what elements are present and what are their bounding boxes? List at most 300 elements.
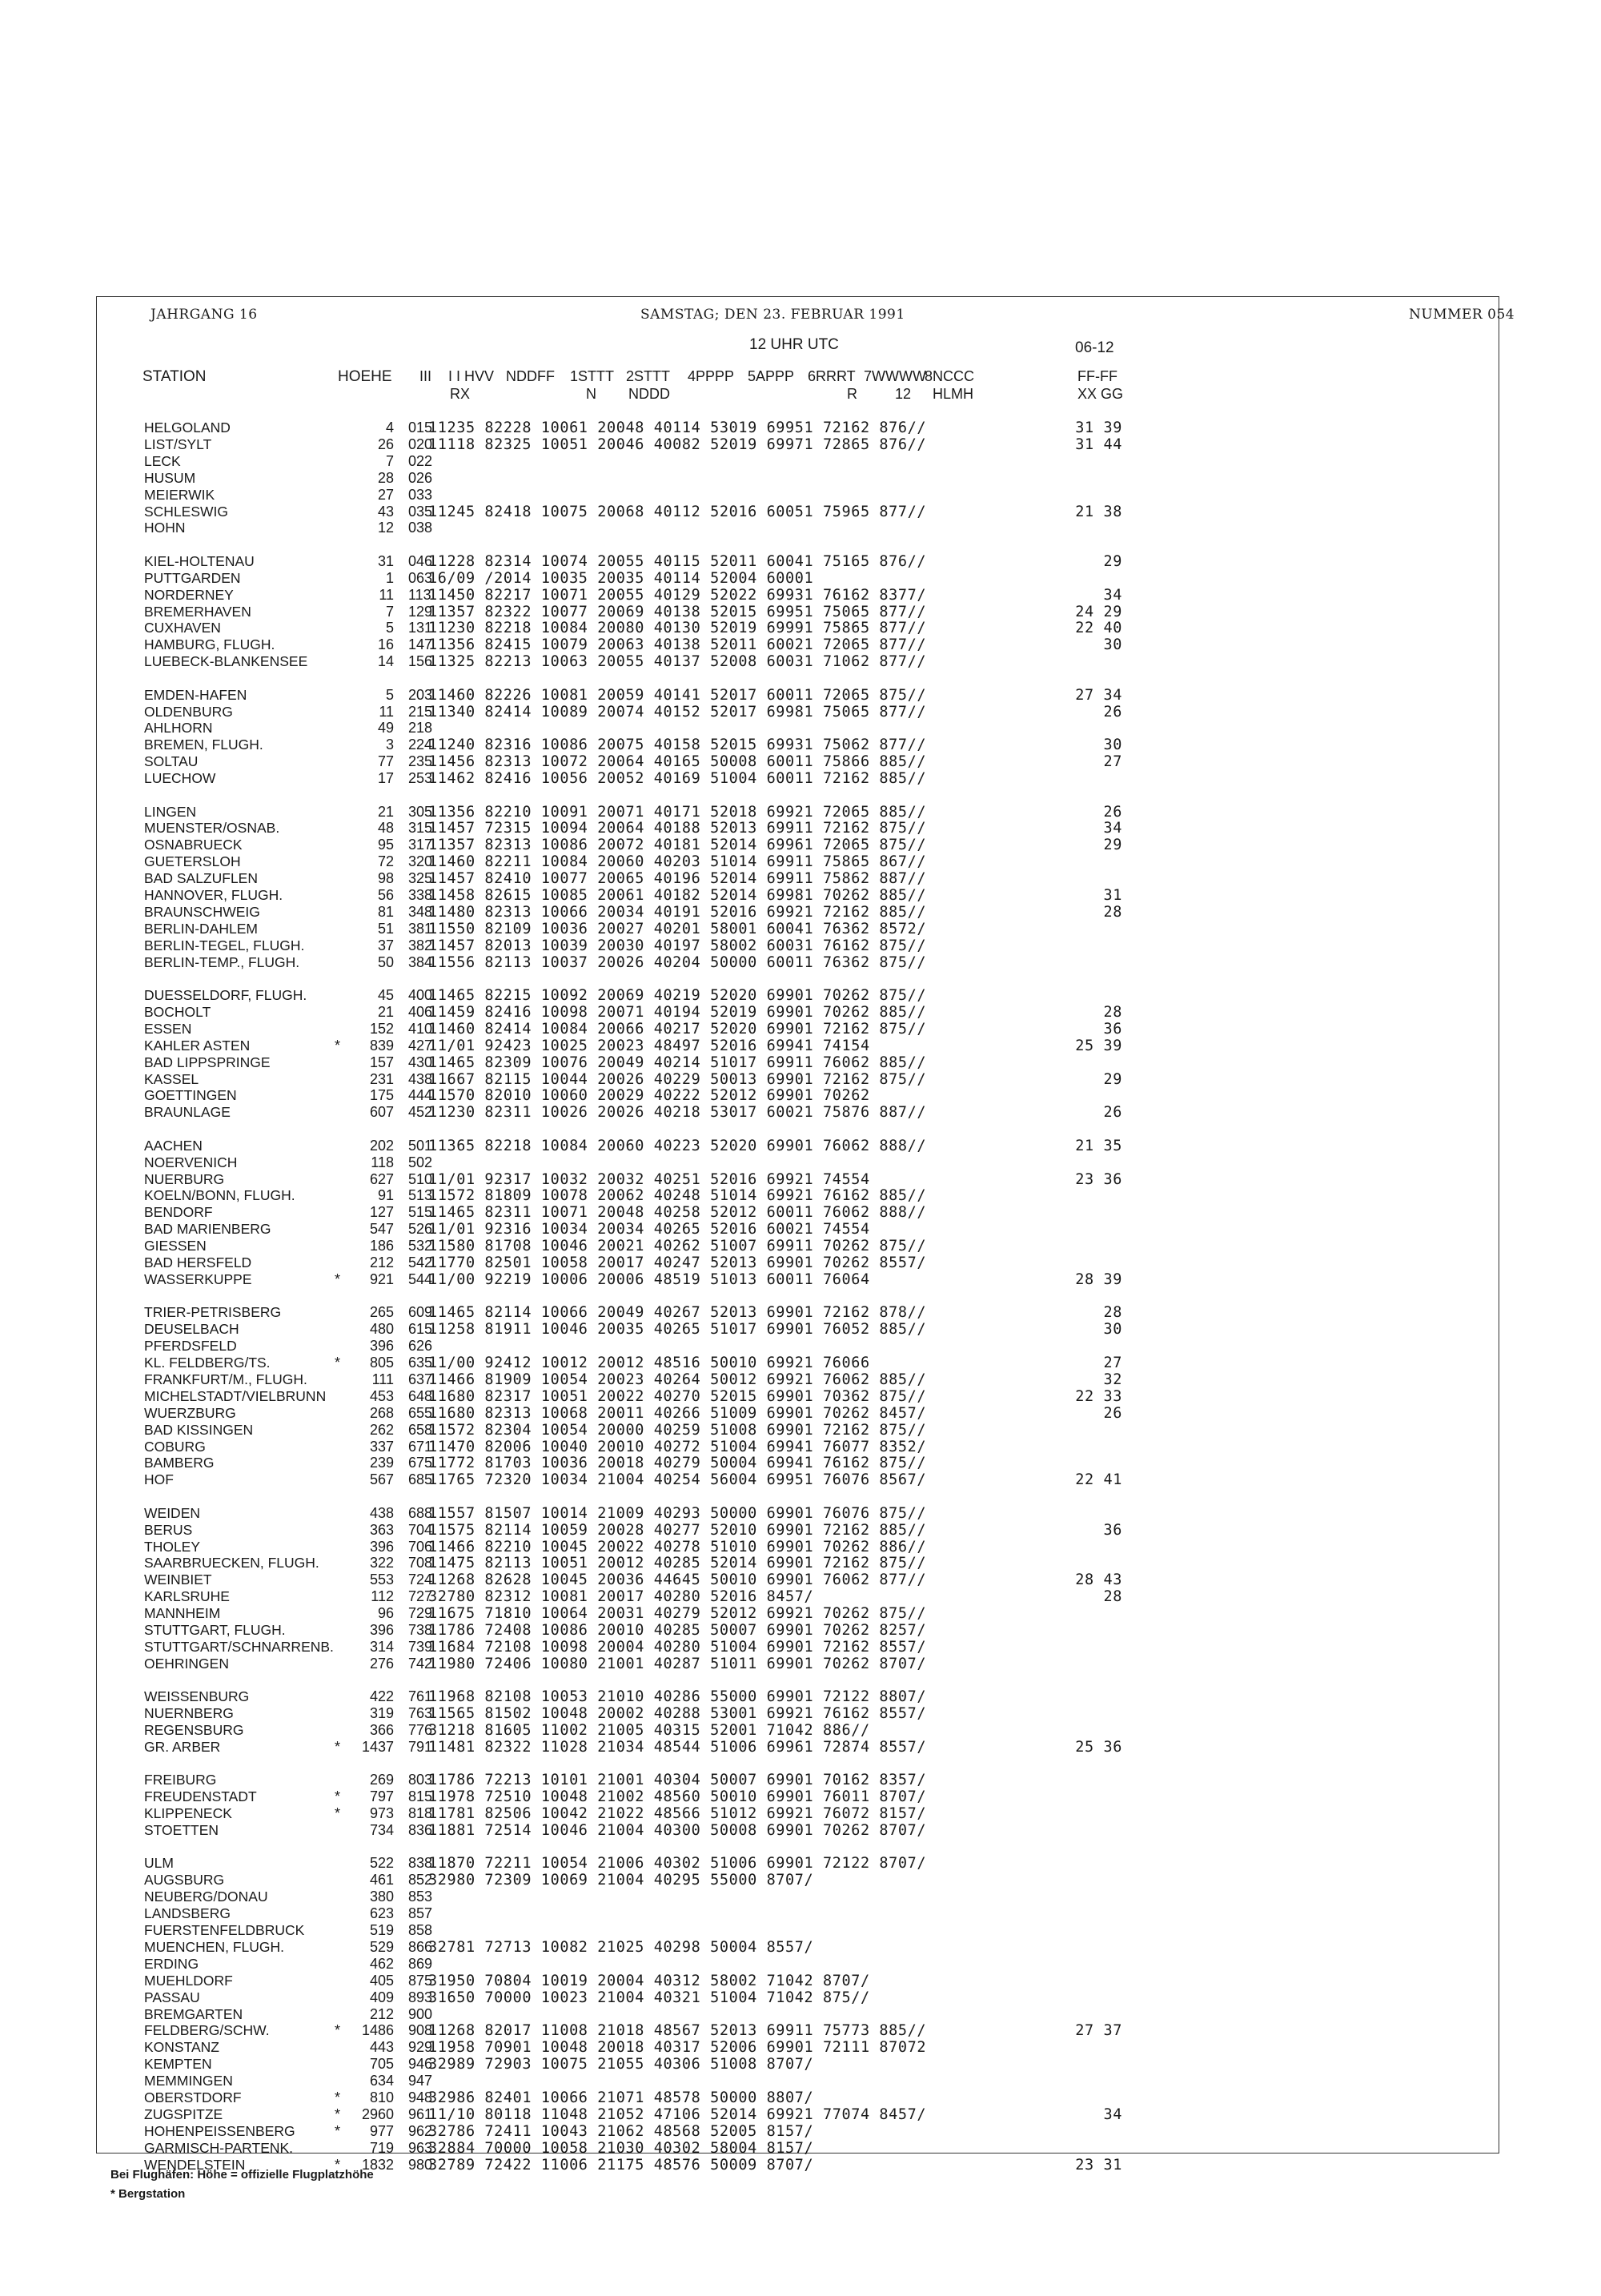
table-row <box>0 1104 1601 1121</box>
station-number: 866 <box>408 1938 433 1955</box>
station-number: 727 <box>408 1588 433 1605</box>
table-row <box>0 770 1601 787</box>
station-height: 453 <box>369 1387 394 1404</box>
table-row <box>0 1905 1601 1922</box>
station-number: 738 <box>408 1622 433 1638</box>
station-name: CUXHAVEN <box>144 620 221 636</box>
station-height: 231 <box>369 1070 394 1087</box>
station-number: 708 <box>408 1555 433 1571</box>
station-height: 462 <box>369 1955 394 1972</box>
station-number: 648 <box>408 1387 433 1404</box>
station-height: 973 <box>369 1805 394 1822</box>
station-height: 921 <box>369 1270 394 1287</box>
station-name: KL. FELDBERG/TS. <box>144 1355 271 1371</box>
station-number: 724 <box>408 1571 433 1588</box>
synop-groups: 11357 82322 10077 20069 40138 52015 69951 75065 877// <box>428 603 927 620</box>
station-name: WASSERKUPPE <box>144 1270 252 1287</box>
station-height: 37 <box>377 937 394 953</box>
table-row <box>0 2039 1601 2056</box>
station-number: 729 <box>408 1605 433 1622</box>
station-name: OBERSTDORF <box>144 2089 242 2105</box>
station-height: 409 <box>369 1989 394 2005</box>
synop-groups: 31650 70000 10023 21004 40321 51004 71042 875// <box>428 1989 870 2006</box>
table-row <box>0 1989 1601 2006</box>
station-name: GR. ARBER <box>144 1738 221 1755</box>
mountain-marker: * <box>335 2122 341 2139</box>
station-number: 526 <box>408 1221 433 1238</box>
synop-groups: 32989 72903 10075 21055 40306 51008 8707/ <box>428 2056 814 2073</box>
station-number: 609 <box>408 1304 433 1321</box>
station-name: THOLEY <box>144 1538 201 1555</box>
mountain-marker: * <box>335 1788 341 1805</box>
table-row <box>0 1338 1601 1355</box>
synop-groups: 11465 82311 10071 20048 40258 52012 60011 76062 888// <box>428 1204 927 1222</box>
table-row <box>0 2140 1601 2157</box>
station-name: PFERDSFELD <box>144 1338 237 1355</box>
station-height: 443 <box>369 2039 394 2056</box>
station-number: 317 <box>408 837 433 853</box>
table-row <box>0 1505 1601 1522</box>
station-height: 2960 <box>361 2105 394 2122</box>
table-row <box>0 1321 1601 1338</box>
station-number: 961 <box>408 2105 433 2122</box>
station-height: 111 <box>371 1371 394 1387</box>
station-number: 962 <box>408 2122 433 2139</box>
synop-groups: 31218 81605 11002 21005 40315 52001 71042 886// <box>428 1722 870 1739</box>
station-height: 547 <box>369 1221 394 1238</box>
station-height: 839 <box>369 1037 394 1054</box>
station-name: BAD LIPPSPRINGE <box>144 1054 271 1070</box>
col-hoehe: HOEHE <box>338 368 392 385</box>
synop-groups: 11470 82006 10040 20010 40272 51004 69941 76077 8352/ <box>428 1438 927 1455</box>
station-number: 129 <box>408 603 433 620</box>
wind-gust: 28 39 <box>1075 1270 1122 1288</box>
table-row <box>0 1054 1601 1071</box>
synop-groups: 11968 82108 10053 21010 40286 55000 69901 72122 8807/ <box>428 1688 927 1706</box>
station-name: WUERZBURG <box>144 1404 236 1421</box>
table-row <box>0 1004 1601 1021</box>
station-number: 869 <box>408 1955 433 1972</box>
station-name: ULM <box>144 1855 174 1872</box>
table-row <box>0 837 1601 853</box>
station-number: 022 <box>408 452 433 469</box>
station-number: 791 <box>408 1738 433 1755</box>
table-row <box>0 1221 1601 1238</box>
synop-groups: 11466 81909 10054 20023 40264 50012 69921 76062 885// <box>428 1371 927 1388</box>
synop-groups: 32884 70000 10058 21030 40302 58004 8157/ <box>428 2139 814 2157</box>
station-height: 366 <box>369 1722 394 1738</box>
station-name: AUGSBURG <box>144 1872 225 1889</box>
col-7wwww: 7WWWW <box>864 368 926 384</box>
station-height: 5 <box>385 620 394 636</box>
station-number: 020 <box>408 436 433 452</box>
station-number: 852 <box>408 1872 433 1889</box>
station-height: 719 <box>369 2139 394 2156</box>
table-row <box>0 1087 1601 1104</box>
station-name: BRAUNSCHWEIG <box>144 903 260 920</box>
synop-groups: 11/01 92423 10025 20023 48497 52016 69941 74154 <box>428 1037 870 1054</box>
synop-groups: 11268 82628 10045 20036 44645 50010 69901 76062 877// <box>428 1571 927 1589</box>
wind-gust: 36 <box>1103 1020 1122 1038</box>
station-name: KASSEL <box>144 1070 199 1087</box>
station-name: OEHRINGEN <box>144 1655 229 1672</box>
synop-groups: 11365 82218 10084 20060 40223 52020 69901 76062 888// <box>428 1137 927 1154</box>
col-iii: III <box>419 368 432 384</box>
station-height: 49 <box>377 720 394 737</box>
station-height: 268 <box>369 1404 394 1421</box>
table-row <box>0 1688 1601 1705</box>
station-height: 269 <box>369 1772 394 1788</box>
station-name: NUERNBERG <box>144 1705 234 1722</box>
table-row <box>0 1171 1601 1188</box>
station-name: BREMERHAVEN <box>144 603 251 620</box>
station-number: 704 <box>408 1521 433 1538</box>
table-row <box>0 436 1601 453</box>
station-height: 529 <box>369 1938 394 1955</box>
station-name: MEIERWIK <box>144 486 215 503</box>
synop-groups: 11881 72514 10046 21004 40300 50008 69901 70262 8707/ <box>428 1822 927 1839</box>
synop-groups: 11781 82506 10042 21022 48566 51012 69921 76072 8157/ <box>428 1805 927 1823</box>
station-name: HAMBURG, FLUGH. <box>144 636 275 653</box>
station-name: BAD MARIENBERG <box>144 1221 271 1238</box>
station-number: 131 <box>408 620 433 636</box>
table-row <box>0 2106 1601 2123</box>
table-row <box>0 1388 1601 1405</box>
table-row <box>0 620 1601 636</box>
station-name: DUESSELDORF, FLUGH. <box>144 987 307 1003</box>
synop-groups: 11465 82114 10066 20049 40267 52013 69901 72162 878// <box>428 1304 927 1322</box>
station-number: 929 <box>408 2039 433 2056</box>
wind-gust: 29 <box>1103 552 1122 570</box>
station-number: 626 <box>408 1338 433 1355</box>
table-row <box>0 1539 1601 1555</box>
station-height: 51 <box>377 920 394 937</box>
station-height: 112 <box>371 1588 394 1605</box>
synop-groups: 11457 82013 10039 20030 40197 58002 60031 76162 875// <box>428 937 927 954</box>
station-name: OSNABRUECK <box>144 837 243 853</box>
table-row <box>0 1772 1601 1788</box>
table-row <box>0 1872 1601 1889</box>
station-height: 175 <box>369 1087 394 1104</box>
station-name: BAD KISSINGEN <box>144 1421 254 1438</box>
station-number: 038 <box>408 520 433 536</box>
station-number: 803 <box>408 1772 433 1788</box>
station-name: AHLHORN <box>144 720 213 737</box>
table-row <box>0 737 1601 753</box>
station-number: 818 <box>408 1805 433 1822</box>
table-row <box>0 987 1601 1004</box>
table-row <box>0 1355 1601 1371</box>
wind-gust: 30 <box>1103 1321 1122 1339</box>
station-height: 553 <box>369 1571 394 1588</box>
station-height: 438 <box>369 1504 394 1521</box>
table-row <box>0 853 1601 870</box>
station-number: 513 <box>408 1187 433 1204</box>
station-name: NORDERNEY <box>144 586 234 603</box>
station-height: 396 <box>369 1622 394 1638</box>
table-row <box>0 504 1601 520</box>
synop-groups: 11465 82309 10076 20049 40214 51017 69911 76062 885// <box>428 1054 927 1071</box>
station-name: DEUSELBACH <box>144 1321 239 1338</box>
table-row <box>0 1422 1601 1439</box>
station-number: 315 <box>408 820 433 837</box>
synop-groups: 11770 82501 10058 20017 40247 52013 69901 70262 8557/ <box>428 1254 927 1271</box>
wind-gust: 21 38 <box>1075 503 1122 520</box>
table-row <box>0 1154 1601 1171</box>
station-number: 615 <box>408 1321 433 1338</box>
station-height: 98 <box>377 870 394 887</box>
wind-gust: 31 39 <box>1075 419 1122 436</box>
station-number: 688 <box>408 1504 433 1521</box>
station-height: 337 <box>369 1438 394 1455</box>
station-name: FRANKFURT/M., FLUGH. <box>144 1371 307 1387</box>
station-height: 7 <box>385 452 394 469</box>
station-number: 305 <box>408 803 433 820</box>
station-height: 28 <box>377 469 394 486</box>
station-height: 265 <box>369 1304 394 1321</box>
station-number: 532 <box>408 1238 433 1254</box>
station-height: 212 <box>369 1254 394 1270</box>
station-number: 739 <box>408 1638 433 1655</box>
station-height: 31 <box>377 552 394 569</box>
synop-groups: 11480 82313 10066 20034 40191 52016 69921 72162 885// <box>428 903 927 921</box>
table-row <box>0 1922 1601 1939</box>
station-number: 763 <box>408 1705 433 1722</box>
station-name: AACHEN <box>144 1137 203 1154</box>
synop-groups: 11228 82314 10074 20055 40115 52011 60041 75165 876// <box>428 552 927 570</box>
table-row <box>0 1405 1601 1422</box>
station-number: 685 <box>408 1471 433 1488</box>
station-height: 314 <box>369 1638 394 1655</box>
synop-groups: 11870 72211 10054 21006 40302 51006 69901 72122 8707/ <box>428 1855 927 1873</box>
station-number: 671 <box>408 1438 433 1455</box>
table-row <box>0 2006 1601 2023</box>
table-row <box>0 1271 1601 1288</box>
station-height: 45 <box>377 987 394 1003</box>
station-number: 542 <box>408 1254 433 1270</box>
synop-groups: 11325 82213 10063 20055 40137 52008 60031 71062 877// <box>428 653 927 671</box>
wind-gust: 28 <box>1103 1003 1122 1021</box>
table-row <box>0 1656 1601 1672</box>
table-row <box>0 453 1601 470</box>
mountain-marker: * <box>335 2156 341 2173</box>
station-height: 7 <box>385 603 394 620</box>
wind-gust: 30 <box>1103 737 1122 754</box>
table-row <box>0 954 1601 971</box>
station-number: 026 <box>408 469 433 486</box>
station-name: EMDEN-HAFEN <box>144 686 247 703</box>
station-name: BERLIN-TEMP., FLUGH. <box>144 953 300 970</box>
station-number: 893 <box>408 1989 433 2005</box>
station-number: 836 <box>408 1822 433 1838</box>
synop-groups: 31950 70804 10019 20004 40312 58002 71042 8707/ <box>428 1972 870 1989</box>
station-name: REGENSBURG <box>144 1722 244 1738</box>
synop-groups: 11230 82218 10084 20080 40130 52019 69991 75865 877// <box>428 620 927 637</box>
station-name: LIST/SYLT <box>144 436 212 452</box>
station-name: KLIPPENECK <box>144 1805 232 1822</box>
table-row <box>0 1588 1601 1605</box>
station-name: KARLSRUHE <box>144 1588 230 1605</box>
station-number: 857 <box>408 1905 433 1922</box>
synop-groups: 11465 82215 10092 20069 40219 52020 69901 70262 875// <box>428 987 927 1004</box>
table-row <box>0 587 1601 604</box>
table-row <box>0 2123 1601 2140</box>
col-2sttt-sub: NDDD <box>628 386 670 402</box>
station-number: 381 <box>408 920 433 937</box>
table-row <box>0 1522 1601 1539</box>
station-number: 637 <box>408 1371 433 1387</box>
station-name: GUETERSLOH <box>144 853 241 870</box>
wind-gust: 26 <box>1103 1404 1122 1422</box>
table-row <box>0 419 1601 436</box>
station-height: 567 <box>369 1471 394 1488</box>
table-row <box>0 1021 1601 1038</box>
station-name: MUEHLDORF <box>144 1972 233 1989</box>
table-row <box>0 1571 1601 1588</box>
station-height: 623 <box>369 1905 394 1922</box>
synop-groups: 32789 72422 11006 21175 48576 50009 8707/ <box>428 2156 814 2174</box>
station-number: 400 <box>408 987 433 1003</box>
station-height: 48 <box>377 820 394 837</box>
station-name: LUEBECK-BLANKENSEE <box>144 653 308 670</box>
wind-gust: 22 33 <box>1075 1387 1122 1405</box>
station-name: BAMBERG <box>144 1455 215 1471</box>
synop-groups: 32780 82312 10081 20017 40280 52016 8457/ <box>428 1588 814 1606</box>
station-number: 427 <box>408 1037 433 1054</box>
col-station: STATION <box>142 368 207 385</box>
synop-groups: 11230 82311 10026 20026 40218 53017 60021 75876 887// <box>428 1104 927 1122</box>
wind-gust: 23 36 <box>1075 1170 1122 1188</box>
footnotes <box>110 2166 374 2204</box>
station-number: 776 <box>408 1722 433 1738</box>
table-row <box>0 604 1601 620</box>
synop-groups: 11460 82211 10084 20060 40203 51014 69911 75865 867// <box>428 853 927 871</box>
wind-gust: 27 <box>1103 1355 1122 1371</box>
station-name: GOETTINGEN <box>144 1087 237 1104</box>
period-label: 06-12 <box>1075 339 1114 356</box>
station-name: BERUS <box>144 1521 193 1538</box>
synop-groups: 11475 82113 10051 20012 40285 52014 69901 72162 875// <box>428 1555 927 1572</box>
col-8nccc-sub: HLMH <box>933 386 974 402</box>
table-row <box>0 1788 1601 1805</box>
table-row <box>0 470 1601 487</box>
station-name: GARMISCH-PARTENK. <box>144 2139 294 2156</box>
mountain-marker: * <box>335 1270 341 1287</box>
station-number: 320 <box>408 853 433 870</box>
station-name: KEMPTEN <box>144 2056 212 2073</box>
station-height: 522 <box>369 1855 394 1872</box>
synop-groups: 32980 72309 10069 21004 40295 55000 8707/ <box>428 1872 814 1889</box>
station-number: 382 <box>408 937 433 953</box>
station-height: 157 <box>369 1054 394 1070</box>
station-height: 705 <box>369 2056 394 2073</box>
station-name: STUTTGART, FLUGH. <box>144 1622 286 1638</box>
station-number: 980 <box>408 2156 433 2173</box>
synop-groups: 11978 72510 10048 21002 48560 50010 69901 76011 8707/ <box>428 1788 927 1806</box>
mountain-marker: * <box>335 1355 341 1371</box>
col-ffff-sub: XX GG <box>1077 386 1124 402</box>
col-6rrrt: 6RRRT <box>808 368 856 384</box>
table-row <box>0 1071 1601 1088</box>
station-number: 948 <box>408 2089 433 2105</box>
station-number: 015 <box>408 419 433 436</box>
col-1sttt: 1STTT <box>570 368 615 384</box>
station-number: 156 <box>408 653 433 670</box>
station-name: NEUBERG/DONAU <box>144 1889 268 1905</box>
station-height: 262 <box>369 1421 394 1438</box>
station-number: 203 <box>408 686 433 703</box>
station-number: 635 <box>408 1355 433 1371</box>
volume-label: JAHRGANG 16 <box>150 307 258 323</box>
wind-gust: 26 <box>1103 1104 1122 1122</box>
station-height: 239 <box>369 1455 394 1471</box>
synop-groups: 32986 82401 10066 21071 48578 50000 8807/ <box>428 2089 814 2106</box>
table-row <box>0 921 1601 937</box>
synop-groups: 11575 82114 10059 20028 40277 52010 69901 72162 885// <box>428 1521 927 1539</box>
station-height: 322 <box>369 1555 394 1571</box>
station-name: LINGEN <box>144 803 197 820</box>
station-name: ESSEN <box>144 1020 192 1037</box>
station-height: 396 <box>369 1538 394 1555</box>
station-number: 235 <box>408 753 433 770</box>
wind-gust: 25 39 <box>1075 1037 1122 1054</box>
table-row <box>0 636 1601 653</box>
station-number: 430 <box>408 1054 433 1070</box>
station-name: OLDENBURG <box>144 703 233 720</box>
station-number: 544 <box>408 1270 433 1287</box>
station-number: 501 <box>408 1137 433 1154</box>
station-height: 461 <box>369 1872 394 1889</box>
synop-groups: 32786 72411 10043 21062 48568 52005 8157/ <box>428 2122 814 2140</box>
table-row <box>0 904 1601 921</box>
synop-groups: 11565 81502 10048 20002 40288 53001 69921 76162 8557/ <box>428 1705 927 1723</box>
synop-groups: 11/00 92219 10006 20006 48519 51013 60011 76064 <box>428 1270 870 1288</box>
footnote-mountain: * Bergstation <box>110 2187 186 2201</box>
table-row <box>0 1238 1601 1254</box>
station-height: 396 <box>369 1338 394 1355</box>
mountain-marker: * <box>335 1738 341 1755</box>
wind-gust: 22 41 <box>1075 1471 1122 1489</box>
synop-groups: 11245 82418 10075 20068 40112 52016 60051 75965 877// <box>428 503 927 520</box>
station-height: 519 <box>369 1922 394 1938</box>
wind-gust: 31 44 <box>1075 436 1122 453</box>
station-name: PUTTGARDEN <box>144 569 241 586</box>
station-height: 3 <box>385 737 394 753</box>
synop-groups: 32781 72713 10082 21025 40298 50004 8557/ <box>428 1938 814 1956</box>
station-height: 91 <box>377 1187 394 1204</box>
table-row <box>0 1371 1601 1388</box>
table-row <box>0 1038 1601 1054</box>
station-name: PASSAU <box>144 1989 200 2005</box>
station-number: 215 <box>408 703 433 720</box>
station-height: 422 <box>369 1688 394 1705</box>
station-height: 16 <box>377 636 394 653</box>
synop-groups: 11460 82414 10084 20066 40217 52020 69901 72162 875// <box>428 1020 927 1038</box>
station-height: 627 <box>369 1170 394 1187</box>
synop-groups: 11357 82313 10086 20072 40181 52014 69961 72065 875// <box>428 837 927 854</box>
station-name: LANDSBERG <box>144 1905 231 1922</box>
mountain-marker: * <box>335 2105 341 2122</box>
station-number: 253 <box>408 770 433 787</box>
station-name: NUERBURG <box>144 1170 225 1187</box>
station-height: 734 <box>369 1822 394 1838</box>
wind-gust: 31 <box>1103 887 1122 904</box>
station-name: SAARBRUECKEN, FLUGH. <box>144 1555 319 1571</box>
station-name: BAD HERSFELD <box>144 1254 252 1270</box>
station-name: LECK <box>144 452 181 469</box>
table-row <box>0 2056 1601 2073</box>
mountain-marker: * <box>335 1805 341 1822</box>
